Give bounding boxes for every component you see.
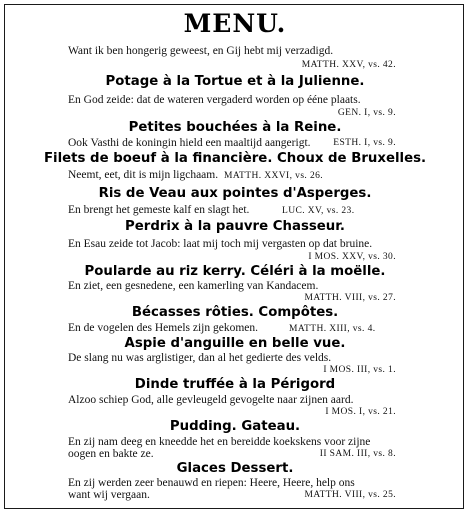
scripture-reference: I MOS. XXV, vs. 30.	[308, 252, 396, 262]
quote-text: De slang nu was arglistiger, dan al het gedierte des velds.	[68, 352, 332, 364]
quote-text: Alzoo schiep God, alle gevleugeld gevogelte naar zijnen aard.	[68, 394, 354, 406]
quote-text: Want ik ben hongerig geweest, en Gij hebt mij verzadigd.	[68, 45, 334, 57]
scripture-reference: MATTH. VIII, vs. 25.	[304, 490, 396, 500]
quote-text: En de vogelen des Hemels zijn gekomen.	[68, 322, 259, 334]
quote-text: Neemt, eet, dit is mijn ligchaam.	[68, 169, 219, 181]
dish-name: Filets de boeuf à la financière. Choux de Bruxelles.	[43, 151, 427, 166]
dish-name: Ris de Veau aux pointes d'Asperges.	[98, 186, 372, 201]
scripture-reference: I MOS. III, vs. 1.	[323, 365, 396, 375]
quote-text-continued: oogen en bakte ze.	[68, 448, 154, 460]
scripture-reference: GEN. I, vs. 9.	[337, 108, 396, 118]
quote-text: En God zeide: dat de wateren vergaderd worden op ééne plaats.	[68, 94, 361, 106]
scripture-reference: ESTH. I, vs. 9.	[333, 138, 396, 148]
quote-text: En Esau zeide tot Jacob: laat mij toch mij vergasten op dat bruine.	[68, 238, 373, 250]
scripture-reference: MATTH. XXV, vs. 42.	[301, 60, 396, 70]
menu-title: MENU.	[183, 9, 287, 38]
dish-name: Dinde truffée à la Périgord	[134, 377, 336, 392]
scripture-reference: II SAM. III, vs. 8.	[319, 449, 396, 459]
quote-text: En ziet, een gesnedene, een kamerling van Kandacem.	[68, 280, 319, 292]
quote-text-continued: want wij vergaan.	[68, 489, 150, 501]
dish-name: Poularde au riz kerry. Céléri à la moëlle.	[84, 264, 386, 279]
scripture-reference: MATTH. XIII, vs. 4.	[289, 324, 376, 334]
dish-name: Perdrix à la pauvre Chasseur.	[125, 219, 345, 234]
dish-name: Bécasses rôties. Compôtes.	[131, 305, 339, 320]
dish-name: Pudding. Gateau.	[169, 419, 301, 434]
quote-text: En zij nam deeg en kneedde het en bereidde koekskens voor zijne	[68, 436, 371, 448]
scripture-reference: LUC. XV, vs. 23.	[282, 206, 355, 216]
quote-text: Ook Vasthi de koningin hield een maaltijd aangerigt.	[68, 137, 311, 149]
dish-name: Petites bouchées à la Reine.	[128, 120, 342, 135]
dish-name: Potage à la Tortue et à la Julienne.	[105, 74, 365, 89]
quote-text: En zij werden zeer benauwd en riepen: Heere, Heere, help ons	[68, 477, 355, 489]
dish-name: Aspie d'anguille en belle vue.	[124, 336, 346, 351]
scripture-reference: I MOS. I, vs. 21.	[325, 407, 396, 417]
quote-text: En brengt het gemeste kalf en slagt het.	[68, 204, 250, 216]
scripture-reference: MATTH. XXVI, vs. 26.	[224, 171, 324, 181]
dish-name: Glaces Dessert.	[176, 461, 294, 476]
scripture-reference: MATTH. VIII, vs. 27.	[304, 293, 396, 303]
